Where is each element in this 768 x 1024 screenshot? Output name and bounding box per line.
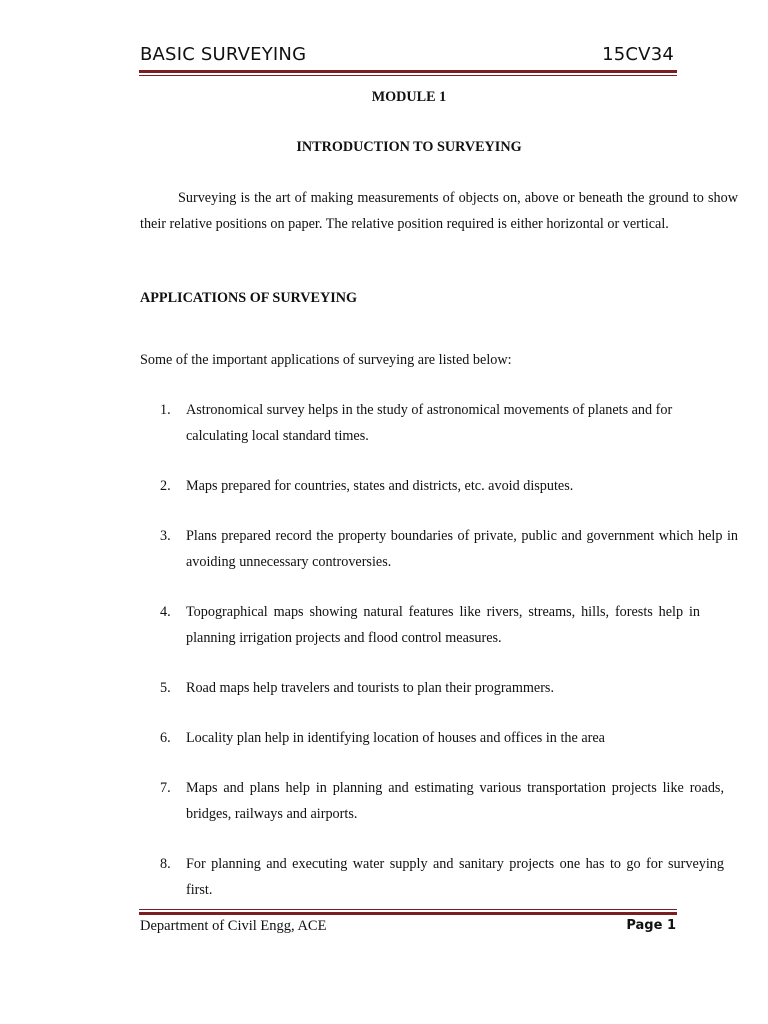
list-item [160, 776, 724, 827]
list-item-number: 1. [160, 402, 171, 418]
list-item-number: 3. [160, 528, 171, 544]
header-course-title: BASIC SURVEYING [140, 44, 307, 65]
list-item-number: 6. [160, 730, 171, 746]
list-item [160, 726, 738, 752]
list-item-number: 8. [160, 856, 171, 872]
list-item [160, 852, 724, 903]
header-course-code: 15CV34 [602, 44, 674, 65]
list-item-text: Plans prepared record the property boundaries of private, public and government which help in avoiding unnecessary controversies. [186, 528, 738, 570]
list-item-number: 7. [160, 780, 171, 796]
page-title: INTRODUCTION TO SURVEYING [296, 139, 522, 155]
list-item-number: 2. [160, 478, 171, 494]
list-item-text: Astronomical survey helps in the study of astronomical movements of planets and for calculating local standard times. [186, 402, 673, 444]
footer-rule [139, 909, 677, 915]
list-item [160, 600, 700, 651]
list-item-text: Maps and plans help in planning and estimating various transportation projects like roads, bridges, railways and airports. [186, 780, 724, 822]
list-item [160, 524, 738, 575]
list-item-text: Maps prepared for countries, states and districts, etc. avoid disputes. [186, 478, 574, 494]
footer-department: Department of Civil Engg, ACE [140, 918, 327, 934]
list-item [160, 676, 738, 702]
module-heading: MODULE 1 [371, 89, 447, 105]
list-item-text: Road maps help travelers and tourists to plan their programmers. [186, 680, 554, 696]
header-rule [139, 70, 677, 76]
list-item-text: Locality plan help in identifying location of houses and offices in the area [186, 730, 605, 746]
list-item [160, 398, 700, 449]
list-item-number: 4. [160, 604, 171, 620]
list-item [160, 474, 738, 500]
intro-paragraph: Surveying is the art of making measurements of objects on, above or beneath the ground to show their relative positions on paper. The relative position required is either horizontal or vertical. [140, 190, 738, 232]
list-intro: Some of the important applications of surveying are listed below: [140, 352, 512, 368]
page-number: Page 1 [626, 918, 676, 933]
list-item-text: For planning and executing water supply and sanitary projects one has to go for surveying first. [186, 856, 724, 898]
list-item-number: 5. [160, 680, 171, 696]
list-item-text: Topographical maps showing natural features like rivers, streams, hills, forests help in planning irrigation projects and flood control measures. [186, 604, 700, 646]
section-heading: APPLICATIONS OF SURVEYING [140, 290, 358, 306]
